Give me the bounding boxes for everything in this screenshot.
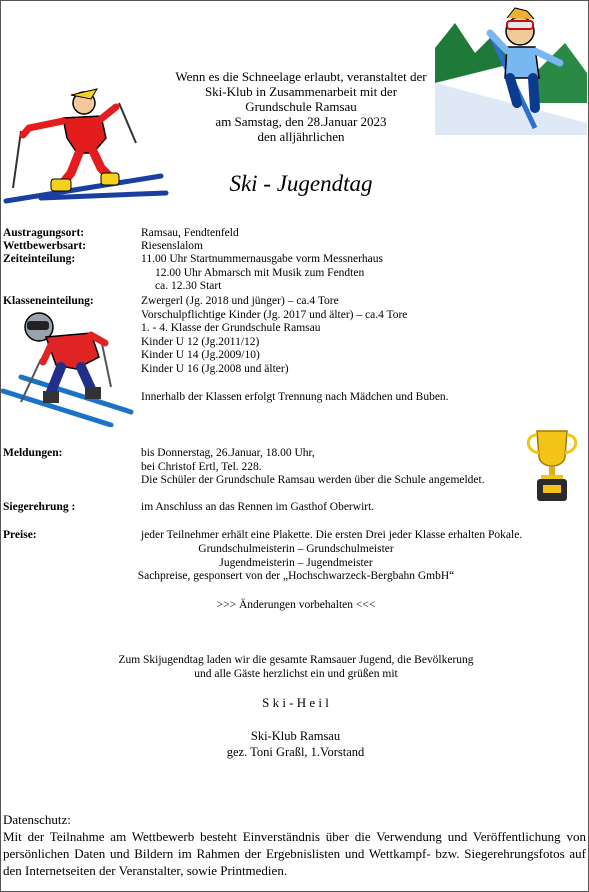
zeit-line: 11.00 Uhr Startnummernausgabe vorm Messnerhaus <box>141 253 383 265</box>
klasse-line: Kinder U 12 (Jg.2011/12) <box>141 335 260 348</box>
signature: gez. Toni Graßl, 1.Vorstand <box>226 745 365 759</box>
changes-note: >>> Änderungen vorbehalten <<< <box>216 599 376 611</box>
klasse-line: Kinder U 14 (Jg.2009/10) <box>141 349 260 361</box>
intro-line: Ski-Klub in Zusammenarbeit mit der <box>204 84 398 99</box>
intro-text <box>121 69 481 144</box>
zeit-line: 12.00 Uhr Abmarsch mit Musik zum Fendten <box>155 266 365 279</box>
preise-line: Grundschulmeisterin – Grundschulmeister <box>198 543 394 555</box>
invite-line: Zum Skijugendtag laden wir die gesamte Ramsauer Jugend, die Bevölkerung <box>118 654 474 666</box>
club-name: Ski-Klub Ramsau <box>250 729 341 743</box>
privacy-section <box>3 811 586 879</box>
siegerehrung-value: im Anschluss an das Rennen im Gasthof Oberwirt. <box>141 501 375 513</box>
preise-label: Preise: <box>3 529 37 541</box>
invite-text <box>41 653 551 681</box>
klassen-note: Innerhalb der Klassen erfolgt Trennung nach Mädchen und Buben. <box>141 391 449 403</box>
invite-line: und alle Gäste herzlichst ein und grüßen mit <box>194 668 398 680</box>
privacy-heading: Datenschutz: <box>3 812 71 827</box>
privacy-text: Mit der Teilnahme am Wettbewerb besteht Einverständnis über die Verwendung und Veröffentlichung von persönlichen Daten und Bildern im Rahmen der Ergebnislisten und Wettkampf- bzw. Siegerehrungsfotos auf den Internetseiten der Veranstalter, sowie Printmedien. <box>3 829 586 878</box>
zeiteinteilung-label: Zeiteinteilung: <box>3 253 76 265</box>
klasse-line: 1. - 4. Klasse der Grundschule Ramsau <box>141 322 321 334</box>
zeiteinteilung-value <box>141 253 383 294</box>
preise-first-line: jeder Teilnehmer erhält eine Plakette. Die ersten Drei jeder Klasse erhalten Pokale. <box>141 529 523 541</box>
intro-line: Grundschule Ramsau <box>245 99 357 114</box>
intro-line: am Samstag, den 28.Januar 2023 <box>215 114 387 129</box>
trophy-icon <box>523 425 581 505</box>
preise-list <box>121 543 471 584</box>
wettbewerbsart-value: Riesenslalom <box>141 240 203 252</box>
skier-right-icon <box>435 3 587 135</box>
meldungen-value <box>141 447 485 488</box>
austragungsort-label: Austragungsort: <box>3 227 85 239</box>
greeting: S k i - H e i l <box>262 695 329 710</box>
klasse-line: Vorschulpflichtige Kinder (Jg. 2017 und älter) – ca.4 Tore <box>141 308 408 321</box>
skier-left-icon <box>1 83 171 208</box>
klasseneinteilung-value <box>141 295 407 376</box>
klasse-line: Zwergerl (Jg. 2018 und jünger) – ca.4 Tore <box>141 295 339 307</box>
austragungsort-value: Ramsau, Fendtenfeld <box>141 227 239 239</box>
preise-line: Sachpreise, gesponsert von der „Hochschwarzeck-Bergbahn GmbH“ <box>137 570 455 582</box>
meldungen-label: Meldungen: <box>3 447 63 459</box>
preise-line: Jugendmeisterin – Jugendmeister <box>219 556 373 569</box>
ski-racer-icon <box>1 307 136 427</box>
intro-line: Wenn es die Schneelage erlaubt, veranstaltet der <box>175 69 427 84</box>
klasse-line: Kinder U 16 (Jg.2008 und älter) <box>141 362 289 375</box>
klasseneinteilung-label: Klasseneinteilung: <box>3 295 94 307</box>
meldung-line: bei Christof Ertl, Tel. 228. <box>141 460 262 473</box>
meldung-line: Die Schüler der Grundschule Ramsau werden über die Schule angemeldet. <box>141 474 485 486</box>
zeit-line: ca. 12.30 Start <box>155 280 222 292</box>
siegerehrung-label: Siegerehrung : <box>3 501 76 513</box>
intro-line: den alljährlichen <box>257 129 345 144</box>
page-title: Ski - Jugendtag <box>229 171 373 196</box>
meldung-line: bis Donnerstag, 26.Januar, 18.00 Uhr, <box>141 447 315 459</box>
wettbewerbsart-label: Wettbewerbsart: <box>3 240 87 252</box>
